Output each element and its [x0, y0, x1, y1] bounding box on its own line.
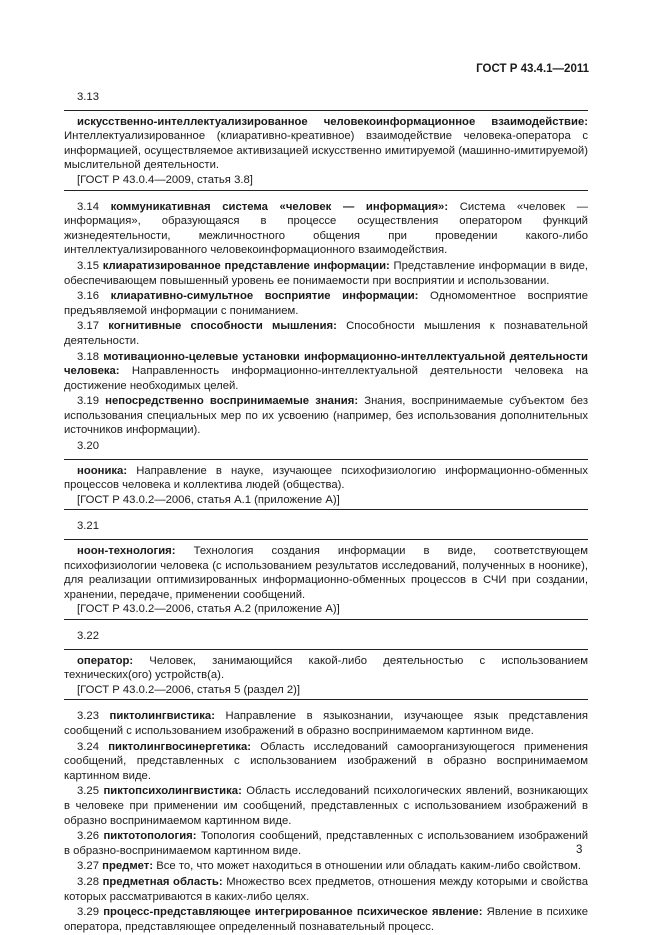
document-body — [64, 90, 588, 935]
entry-text — [64, 784, 588, 828]
entry-text — [64, 905, 588, 934]
entry-text — [64, 875, 588, 904]
entry-number: 3.15 — [77, 259, 99, 272]
entry-number: 3.25 — [77, 785, 99, 798]
entry-text — [64, 859, 588, 874]
entry-term: пиктолингвосинергетика: — [108, 740, 252, 753]
entry-definition: Топология сообщений, представленных с использованием изображений в образно-воспринимаемом картинном виде. — [64, 830, 589, 857]
entry-number: 3.19 — [77, 395, 99, 408]
entry-number: 3.20 — [77, 440, 99, 453]
entry-text — [64, 200, 588, 258]
entry-number: 3.28 — [77, 875, 99, 888]
entry-text — [64, 319, 588, 348]
entry-text — [64, 350, 588, 394]
entry-term: пиктопсихолингвистика: — [103, 785, 242, 798]
entry-term: процесс-представляющее интегрированное психическое явление: — [103, 906, 483, 919]
entry-reference: [ГОСТ Р 43.0.4—2009, статья 3.8] — [77, 173, 253, 186]
entry-number: 3.27 — [77, 860, 99, 873]
entry-box — [64, 110, 588, 191]
entry-definition: Технология создания информации в виде, соответствующем психофизиологии человека (с использованием результатов исследований, полученных в ноонике), для реализации оптимизированных информационно-обменных процессов в СЧИ при создании, хранении, передаче, применении сообщений. — [64, 545, 588, 601]
entry-term: ноон-технология: — [77, 545, 176, 558]
entry-term: мотивационно-целевые установки информационно-интеллектуальной деятельности человека: — [64, 350, 588, 378]
entry-definition: Область исследований самоорганизующегося применения сообщений, представленных с использованием изображений в образно воспринимаемом картинном виде. — [64, 740, 588, 782]
entry-number: 3.14 — [77, 200, 99, 213]
entry-number: 3.16 — [77, 290, 99, 303]
entry-term: предмет: — [102, 860, 154, 873]
entry-text — [64, 259, 588, 288]
entry-term: коммуникативная система «человек — информация»: — [110, 200, 449, 213]
entry-definition: Одномоментное восприятие предъявляемой информации с пониманием. — [64, 290, 589, 317]
entry-box — [64, 539, 588, 620]
entry-number: 3.22 — [77, 630, 99, 642]
entry-definition: Все то, что может находиться в отношении или обладать каким-либо свойством. — [153, 860, 582, 873]
entry-term: пиктолингвистика: — [109, 710, 215, 723]
entry-number: 3.21 — [77, 520, 99, 533]
entry-text — [64, 654, 588, 683]
entry-reference: [ГОСТ Р 43.0.2—2006, статья А.1 (приложение А)] — [77, 493, 340, 506]
entry-box — [64, 459, 588, 511]
entry-term: оператор: — [77, 654, 134, 667]
entry-term: когнитивные способности мышления: — [108, 320, 337, 333]
entry-number: 3.13 — [77, 91, 99, 103]
entry-text — [64, 709, 588, 738]
entry-text — [64, 464, 588, 493]
entry-number: 3.26 — [77, 830, 99, 843]
entry-term: клиаративно-симультное восприятие информации: — [110, 290, 419, 303]
document-header: ГОСТ Р 43.4.1—2011 — [476, 63, 589, 75]
entry-definition: Знания, воспринимаемые субъектом без использования специальных мер по их усвоению (например, без использования дополнительных источников информации). — [64, 395, 588, 437]
page-number: 3 — [576, 844, 583, 856]
entry-text — [64, 289, 588, 318]
entry-number: 3.29 — [77, 906, 99, 919]
entry-definition: Способности мышления к познавательной деятельности. — [64, 320, 588, 347]
entry-definition: Человек, занимающийся какой-либо деятельностью с использованием технических(ого) устройств(а). — [64, 654, 588, 682]
entry-definition: Множество всех предметов, отношения между которыми и свойства которых рассматриваются в каких-либо целях. — [64, 875, 588, 903]
entry-definition: Представление информации в виде, обеспечивающем повышенный уровень ее понимаемости при восприятии и использовании. — [64, 259, 589, 287]
entry-definition: Область исследований психологических явлений, возникающих в человеке при применении им сообщений, представленных с использованием изображений в образно воспринимаемом картинном виде. — [64, 785, 589, 827]
entry-definition: Направление в науке, изучающее психофизиологию информационно-обменных процессов человека и коллектива людей (общества). — [64, 464, 588, 492]
entry-term: предметная область: — [102, 875, 223, 888]
entry-term: искусственно-интеллектуализированное человекоинформационное взаимодействие: — [77, 115, 588, 128]
entry-definition: Явление в психике оператора, представляющее определенный познавательный процесс. — [64, 906, 589, 933]
entry-text — [64, 394, 588, 438]
entry-reference: [ГОСТ Р 43.0.2—2006, статья А.2 (приложение А)] — [77, 603, 340, 616]
entry-number: 3.17 — [77, 320, 99, 333]
entry-term: клиаратизированное представление информации: — [102, 259, 390, 272]
entry-text — [64, 829, 588, 858]
entry-box — [64, 649, 588, 701]
entry-definition: Направленность информационно-интеллектуальной деятельности человека на достижение необходимых целей. — [64, 365, 588, 392]
entry-definition: Интеллектуализированное (клиаративно-креативное) взаимодействие человека-оператора с информацией, осуществляемое активизацией искусственно имитируемой (машинно-имитируемой) мыслительной деятельности. — [64, 130, 588, 172]
entry-reference: [ГОСТ Р 43.0.2—2006, статья 5 (раздел 2)] — [77, 683, 301, 696]
entry-term: пиктотопология: — [103, 830, 197, 843]
entry-term: непосредственно воспринимаемые знания: — [105, 395, 359, 408]
entry-definition: Система «человек — информация», образующаяся в процессе осуществления оператором функций жизнедеятельности, межличностного общения при проведении какого-либо интеллектуализированного человекоинформационного взаимодействия. — [64, 200, 589, 257]
entry-text — [64, 740, 588, 784]
entry-text — [64, 544, 588, 602]
entry-number: 3.24 — [77, 740, 99, 753]
entry-text — [64, 115, 588, 173]
entry-definition: Направление в языкознании, изучающее язык представления сообщений с использованием изображений в образно воспринимаемом картинном виде. — [64, 710, 589, 737]
entry-number: 3.18 — [77, 350, 99, 363]
entry-term: нооника: — [77, 464, 128, 477]
entry-number: 3.23 — [77, 710, 99, 723]
